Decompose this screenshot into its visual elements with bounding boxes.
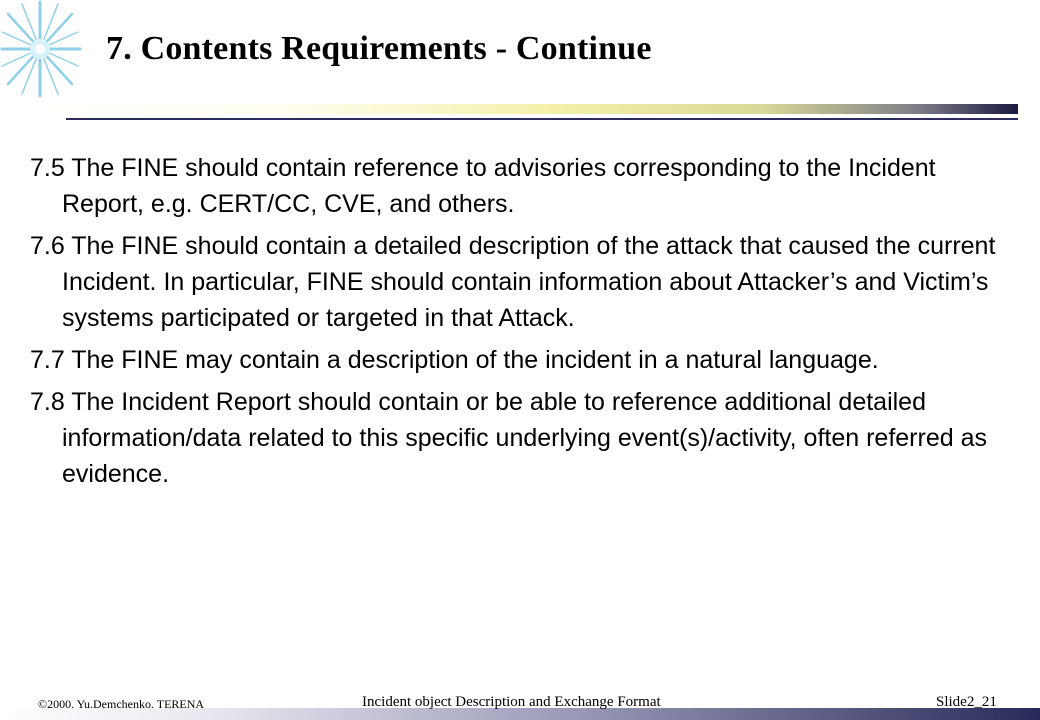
requirement-item-7-7: 7.7 The FINE may contain a description of the incident in a natural language. [30, 346, 879, 374]
slide-number: Slide2_21 [936, 694, 997, 710]
title-rule-line [66, 118, 1018, 120]
requirement-item-7-6: 7.6 The FINE should contain a detailed description of the attack that caused the current Incident. In particular, FINE should contain information about Attacker’s and Victim’s systems participated or targeted in that Attack. [30, 232, 996, 332]
footer-title: Incident object Description and Exchange Format [362, 694, 661, 710]
requirement-item-7-8: 7.8 The Incident Report should contain or be able to reference additional detailed information/data related to this specific underlying event(s)/activity, often referred as evidence. [30, 388, 987, 488]
slide-title: 7. Contents Requirements - Continue [106, 30, 652, 67]
star-burst-icon [0, 0, 86, 106]
footer-copyright: ©2000. Yu.Demchenko. TERENA [38, 697, 205, 711]
requirement-item-7-5: 7.5 The FINE should contain reference to advisories corresponding to the Incident Report, e.g. CERT/CC, CVE, and others. [30, 154, 936, 218]
title-rule-gradient [0, 104, 1018, 114]
requirements-list [30, 150, 1020, 498]
